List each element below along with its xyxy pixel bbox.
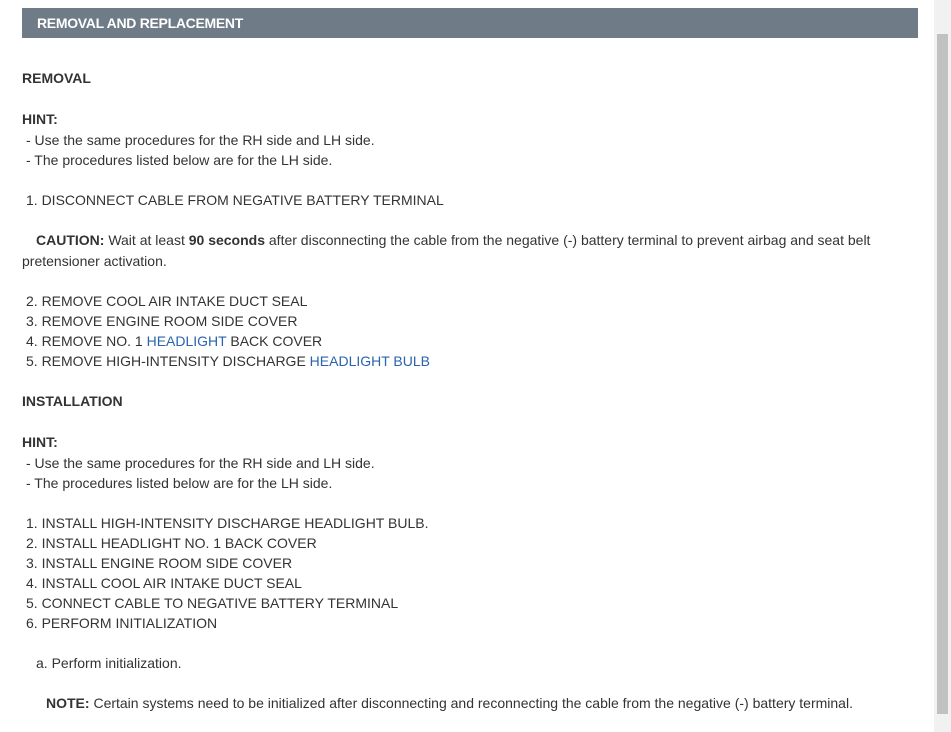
caution-text-pre: Wait at least [104,232,189,248]
removal-step-1: 1. DISCONNECT CABLE FROM NEGATIVE BATTERY TERMINAL [26,192,444,208]
removal-hint-1: - Use the same procedures for the RH side and LH side. [26,132,375,148]
note-text: Certain systems need to be initialized after disconnecting and reconnecting the cable from the negative (-) battery terminal. [89,695,853,711]
caution-seconds: 90 seconds [188,232,265,248]
removal-hint-2: - The procedures listed below are for the LH side. [26,152,333,168]
headlight-bulb-link[interactable]: HEADLIGHT BULB [309,353,431,369]
note-paragraph [46,693,853,713]
installation-heading: INSTALLATION [22,393,123,409]
caution-label: CAUTION: [36,232,105,248]
installation-step-3: 3. INSTALL ENGINE ROOM SIDE COVER [26,555,293,571]
installation-step-2: 2. INSTALL HEADLIGHT NO. 1 BACK COVER [26,535,317,551]
installation-hint-2: - The procedures listed below are for the LH side. [26,475,333,491]
removal-step-5-pre: 5. REMOVE HIGH-INTENSITY DISCHARGE [26,353,310,369]
installation-step-5: 5. CONNECT CABLE TO NEGATIVE BATTERY TERMINAL [26,595,399,611]
installation-step-1: 1. INSTALL HIGH-INTENSITY DISCHARGE HEADLIGHT BULB. [26,515,429,531]
procedure-content [22,8,918,38]
caution-text-post: after disconnecting the cable from the negative (-) battery terminal to prevent airbag and seat belt pretensioner activation. [22,232,871,269]
removal-step-4-post: BACK COVER [226,333,323,349]
removal-step-3: 3. REMOVE ENGINE ROOM SIDE COVER [26,313,298,329]
removal-heading: REMOVAL [22,70,91,86]
removal-step-2: 2. REMOVE COOL AIR INTAKE DUCT SEAL [26,293,308,309]
removal-hint-label: HINT: [22,111,58,127]
installation-hint-label: HINT: [22,434,58,450]
substep-a: a. Perform initialization. [36,655,182,671]
installation-step-4: 4. INSTALL COOL AIR INTAKE DUCT SEAL [26,575,302,591]
section-header: REMOVAL AND REPLACEMENT [22,8,918,38]
removal-step-4-pre: 4. REMOVE NO. 1 [26,333,147,349]
installation-hint-1: - Use the same procedures for the RH side and LH side. [26,455,375,471]
scrollbar-thumb[interactable] [937,34,948,714]
headlight-link[interactable]: HEADLIGHT [146,333,227,349]
vertical-scrollbar[interactable] [934,0,951,732]
caution-paragraph [22,230,902,272]
note-label: NOTE: [46,695,90,711]
removal-step-5 [26,351,430,371]
installation-step-6: 6. PERFORM INITIALIZATION [26,615,218,631]
removal-step-4 [26,331,322,351]
